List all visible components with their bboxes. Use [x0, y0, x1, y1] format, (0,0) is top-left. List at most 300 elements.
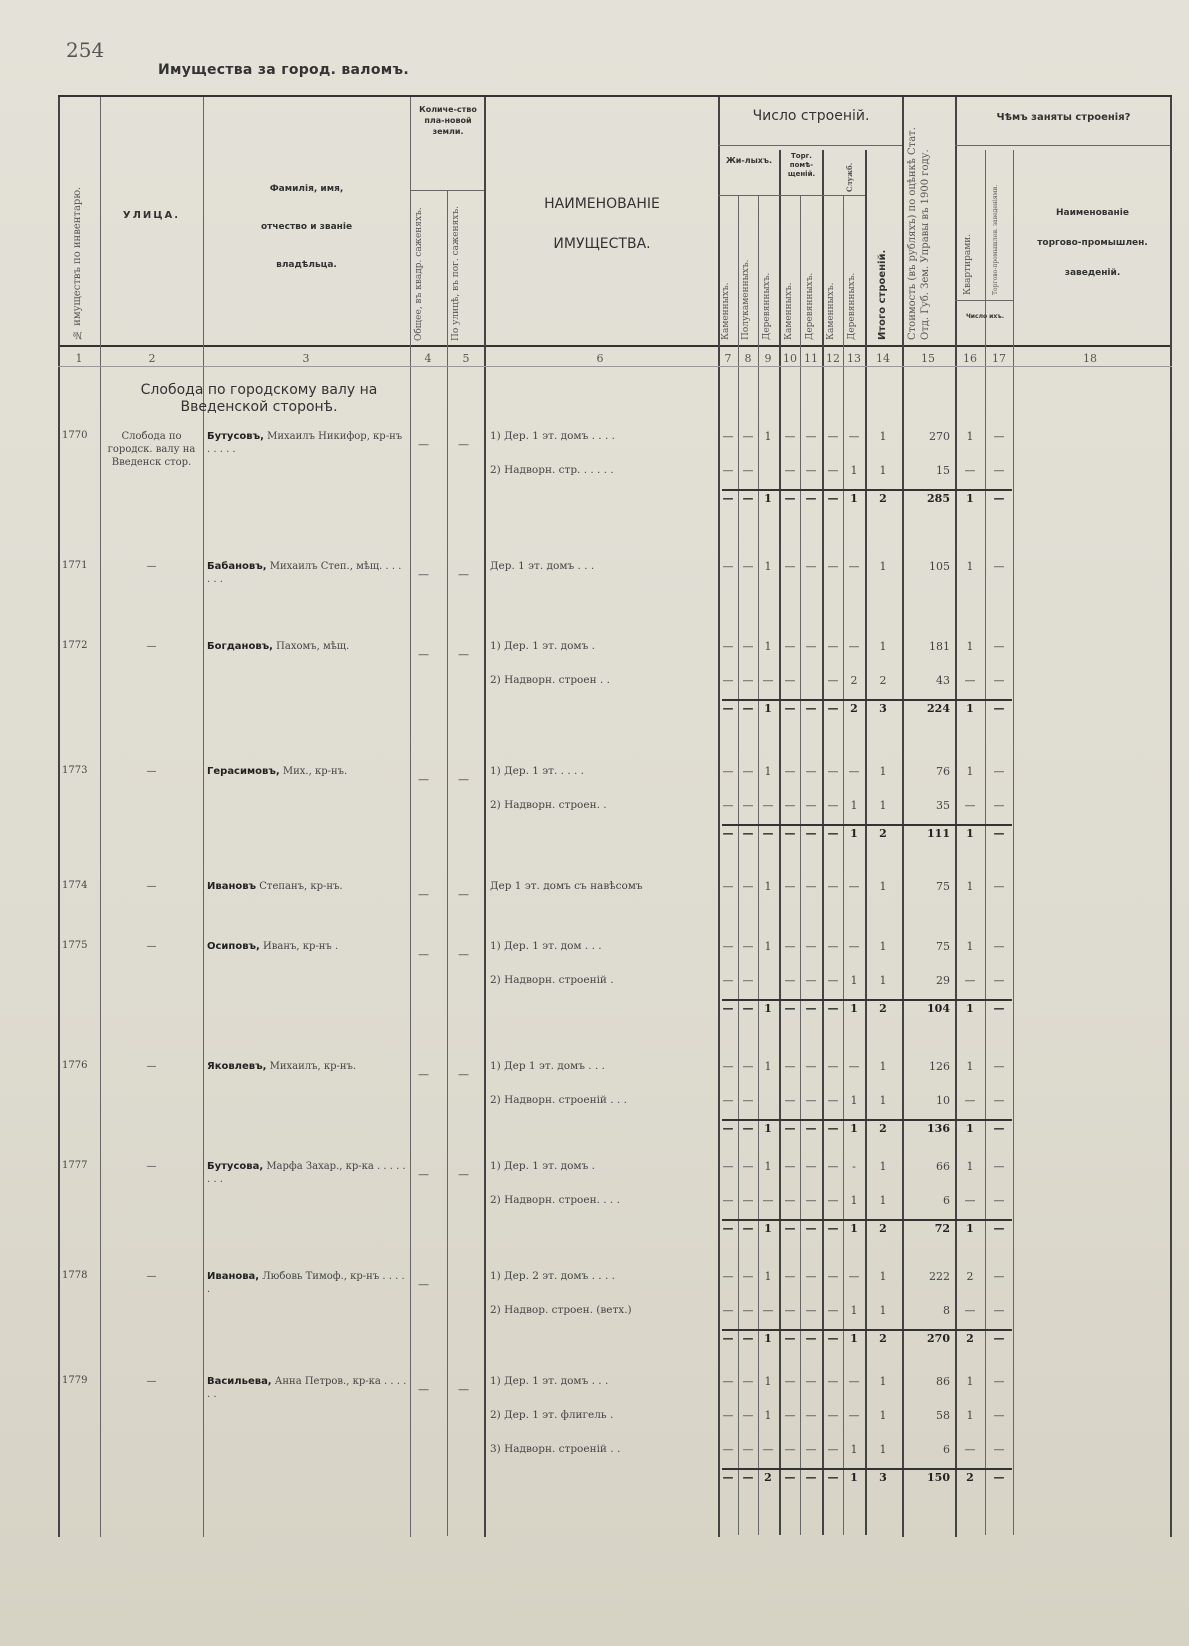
- land-street: —: [458, 1168, 469, 1181]
- subtotal-count: —: [827, 827, 839, 840]
- street-cell: —: [146, 941, 157, 952]
- subtotal-apartments: 1: [966, 1222, 974, 1235]
- subtotal-count: —: [805, 827, 817, 840]
- enterprises-count: —: [993, 1270, 1005, 1283]
- subtotal-count: —: [805, 492, 817, 505]
- owner-surname: Яковлевъ,: [207, 1061, 267, 1072]
- land-total: —: [418, 648, 429, 661]
- building-count: —: [784, 464, 796, 477]
- land-total: —: [418, 1068, 429, 1081]
- header-rule: [410, 190, 484, 191]
- owner-cell: [207, 765, 407, 778]
- enterprises-count: —: [993, 1094, 1005, 1107]
- subtotal-count: 2: [850, 702, 858, 715]
- apartments-count: —: [964, 1194, 976, 1207]
- apartments-count: —: [964, 674, 976, 687]
- apartments-count: 1: [966, 880, 974, 893]
- header-col1: № имуществъ по инвентарю.: [72, 186, 83, 340]
- subtotal-count: 1: [850, 1332, 858, 1345]
- enterprises-count: —: [993, 1194, 1005, 1207]
- building-count: —: [805, 940, 817, 953]
- building-count: 1: [764, 430, 772, 443]
- building-count: —: [805, 464, 817, 477]
- building-count: 1: [764, 640, 772, 653]
- valuation: 58: [936, 1409, 950, 1422]
- building-count: —: [805, 1160, 817, 1173]
- owner-cell: [207, 1375, 407, 1401]
- building-count: —: [722, 1060, 734, 1073]
- valuation: 8: [943, 1304, 950, 1317]
- subtotal-count: —: [722, 1122, 734, 1135]
- subtotal-count: —: [784, 1122, 796, 1135]
- building-count: —: [784, 974, 796, 987]
- total-buildings: 1: [879, 1443, 887, 1456]
- header-property-line: ИМУЩЕСТВА.: [553, 236, 651, 252]
- valuation: 43: [936, 674, 950, 687]
- owner-details: Любовь Тимоф., кр-нъ . . . . .: [207, 1271, 405, 1295]
- subtotal-buildings: 3: [879, 702, 887, 715]
- subtotal-count: 1: [764, 1222, 772, 1235]
- building-count: —: [805, 1194, 817, 1207]
- subtotal-apartments: 2: [966, 1332, 974, 1345]
- building-count: 1: [764, 1409, 772, 1422]
- column-number: 2: [148, 352, 156, 365]
- apartments-count: 1: [966, 940, 974, 953]
- total-buildings: 1: [879, 1304, 887, 1317]
- column-number: 3: [302, 352, 310, 365]
- building-count: —: [827, 1160, 839, 1173]
- building-count: —: [848, 1375, 860, 1388]
- building-count: —: [827, 1094, 839, 1107]
- header-street: УЛИЦА.: [122, 210, 181, 221]
- apartments-count: —: [964, 799, 976, 812]
- header-trade: Торг. помѣ-щеній.: [787, 152, 816, 178]
- property-name: 2) Надворн. стр. . . . . .: [490, 464, 614, 476]
- subtotal-count: —: [827, 1332, 839, 1345]
- header-count: Число ихъ.: [965, 313, 1005, 320]
- building-count: —: [784, 940, 796, 953]
- enterprises-count: —: [993, 1304, 1005, 1317]
- header-rule: [718, 195, 865, 196]
- subtotal-enterprises: —: [993, 1122, 1005, 1135]
- subtotal-rule: [722, 699, 1012, 701]
- subtotal-buildings: 2: [879, 492, 887, 505]
- valuation: 86: [936, 1375, 950, 1388]
- subtotal-apartments: 1: [966, 1002, 974, 1015]
- page-title: Имущества за город. валомъ.: [158, 62, 409, 78]
- valuation: 181: [929, 640, 950, 653]
- building-count: —: [722, 1304, 734, 1317]
- enterprises-count: —: [993, 940, 1005, 953]
- header-owner-line: отчество и званіе: [260, 222, 353, 232]
- building-count: 1: [764, 940, 772, 953]
- building-count: —: [827, 799, 839, 812]
- building-count: 2: [850, 674, 858, 687]
- subtotal-rule: [722, 824, 1012, 826]
- total-buildings: 1: [879, 1194, 887, 1207]
- building-count: —: [805, 640, 817, 653]
- header-owner-line: владѣльца.: [276, 260, 337, 270]
- subtotal-count: 1: [850, 1002, 858, 1015]
- subtotal-valuation: 150: [927, 1471, 950, 1484]
- subtotal-count: 1: [764, 1332, 772, 1345]
- subtotal-count: —: [742, 702, 754, 715]
- total-buildings: 1: [879, 974, 887, 987]
- land-street: —: [458, 1068, 469, 1081]
- table-left-border: [58, 97, 60, 1537]
- subtotal-count: 1: [764, 1002, 772, 1015]
- building-count: —: [742, 1094, 754, 1107]
- subtotal-count: —: [742, 1332, 754, 1345]
- owner-details: Иванъ, кр-нъ .: [259, 941, 339, 952]
- enterprises-count: —: [993, 640, 1005, 653]
- building-count: —: [805, 1409, 817, 1422]
- apartments-count: —: [964, 1094, 976, 1107]
- building-count: —: [827, 1194, 839, 1207]
- building-count: —: [827, 674, 839, 687]
- valuation: 35: [936, 799, 950, 812]
- subtotal-count: —: [827, 1122, 839, 1135]
- building-count: —: [805, 560, 817, 573]
- land-street: —: [458, 648, 469, 661]
- subtotal-count: —: [742, 1471, 754, 1484]
- apartments-count: 1: [966, 560, 974, 573]
- subtotal-count: —: [784, 1222, 796, 1235]
- valuation: 270: [929, 430, 950, 443]
- land-total: —: [418, 888, 429, 901]
- subtotal-rule: [722, 999, 1012, 1001]
- building-count: 1: [850, 464, 858, 477]
- inventory-number: 1774: [62, 880, 88, 891]
- building-count: —: [805, 1094, 817, 1107]
- col-divider: [843, 195, 844, 1535]
- street-cell: —: [146, 766, 157, 777]
- building-count: —: [784, 765, 796, 778]
- valuation: 76: [936, 765, 950, 778]
- subtotal-count: —: [784, 1471, 796, 1484]
- subtotal-count: —: [722, 1471, 734, 1484]
- subtotal-valuation: 285: [927, 492, 950, 505]
- owner-details: Марфа Захар., кр-ка . . . . . . . .: [207, 1161, 406, 1185]
- building-count: —: [742, 1409, 754, 1422]
- street-cell: —: [146, 1271, 157, 1282]
- land-total: —: [418, 438, 429, 451]
- header-buildings-group: Число строеній.: [752, 108, 870, 124]
- property-name: 1) Дер. 1 эт. домъ . . .: [490, 1375, 609, 1387]
- enterprises-count: —: [993, 1375, 1005, 1388]
- land-total: —: [418, 1383, 429, 1396]
- col-divider: [100, 97, 101, 1537]
- col-divider: [985, 150, 986, 1535]
- subtotal-count: —: [805, 1002, 817, 1015]
- owner-surname: Осиповъ,: [207, 941, 260, 952]
- building-count: —: [722, 1194, 734, 1207]
- subtotal-count: —: [784, 827, 796, 840]
- header-col8: Полукаменныхъ.: [741, 259, 751, 340]
- building-count: —: [827, 560, 839, 573]
- valuation: 10: [936, 1094, 950, 1107]
- valuation: 105: [929, 560, 950, 573]
- header-col13: Деревянныхъ.: [847, 272, 857, 340]
- col-divider: [758, 195, 759, 1535]
- subtotal-count: 1: [850, 827, 858, 840]
- building-count: —: [827, 1060, 839, 1073]
- subtotal-count: —: [742, 1002, 754, 1015]
- building-count: —: [742, 1375, 754, 1388]
- header-property: [486, 184, 718, 264]
- building-count: —: [742, 1270, 754, 1283]
- building-count: —: [722, 674, 734, 687]
- building-count: —: [827, 1443, 839, 1456]
- building-count: —: [827, 464, 839, 477]
- column-number: 8: [744, 352, 752, 365]
- building-count: —: [784, 1160, 796, 1173]
- subtotal-count: 1: [764, 492, 772, 505]
- street-cell: —: [146, 641, 157, 652]
- owner-cell: [207, 560, 407, 586]
- subtotal-count: —: [722, 1222, 734, 1235]
- building-count: —: [848, 765, 860, 778]
- subtotal-count: 1: [850, 492, 858, 505]
- subtotal-valuation: 136: [927, 1122, 950, 1135]
- building-count: —: [742, 880, 754, 893]
- subtotal-count: 1: [850, 1471, 858, 1484]
- subtotal-count: —: [722, 1002, 734, 1015]
- total-buildings: 1: [879, 880, 887, 893]
- owner-details: Михаилъ Степ., мѣщ. . . . . . .: [207, 561, 402, 585]
- property-name: 1) Дер. 1 эт. . . . .: [490, 765, 585, 777]
- land-total: —: [418, 568, 429, 581]
- building-count: —: [722, 1443, 734, 1456]
- apartments-count: —: [964, 1443, 976, 1456]
- col-divider: [410, 97, 411, 1537]
- building-count: —: [762, 799, 774, 812]
- apartments-count: 1: [966, 1409, 974, 1422]
- valuation: 29: [936, 974, 950, 987]
- land-total: —: [418, 773, 429, 786]
- subtotal-buildings: 2: [879, 827, 887, 840]
- header-residential: Жи-лыхъ.: [725, 156, 773, 165]
- section-title: Слобода по городскому валу на Введенской сторонѣ.: [140, 382, 378, 415]
- building-count: —: [722, 799, 734, 812]
- land-total: —: [418, 1278, 429, 1291]
- owner-surname: Ивановъ: [207, 881, 257, 892]
- land-street: —: [458, 438, 469, 451]
- col-divider: [718, 97, 720, 1537]
- subtotal-count: —: [827, 1222, 839, 1235]
- building-count: 1: [850, 974, 858, 987]
- building-count: —: [805, 1443, 817, 1456]
- subtotal-count: —: [742, 827, 754, 840]
- building-count: —: [742, 1194, 754, 1207]
- building-count: —: [848, 430, 860, 443]
- enterprises-count: —: [993, 464, 1005, 477]
- building-count: —: [827, 640, 839, 653]
- subtotal-count: —: [722, 1332, 734, 1345]
- column-number: 7: [724, 352, 732, 365]
- subtotal-count: —: [827, 1471, 839, 1484]
- total-buildings: 2: [879, 674, 887, 687]
- building-count: —: [827, 1270, 839, 1283]
- owner-cell: [207, 640, 407, 653]
- subtotal-count: 1: [764, 702, 772, 715]
- building-count: —: [742, 430, 754, 443]
- building-count: —: [762, 1304, 774, 1317]
- subtotal-apartments: 1: [966, 492, 974, 505]
- apartments-count: 1: [966, 1060, 974, 1073]
- owner-surname: Богдановъ,: [207, 641, 273, 652]
- building-count: 1: [764, 560, 772, 573]
- subtotal-buildings: 2: [879, 1122, 887, 1135]
- subtotal-count: —: [742, 492, 754, 505]
- header-col9: Деревянныхъ.: [762, 272, 772, 340]
- column-number: 14: [876, 352, 890, 365]
- header-col11: Деревянныхъ.: [805, 272, 815, 340]
- street-cell: —: [146, 561, 157, 572]
- apartments-count: 2: [966, 1270, 974, 1283]
- owner-details: Мих., кр-нъ.: [279, 766, 348, 777]
- subtotal-buildings: 2: [879, 1332, 887, 1345]
- inventory-number: 1776: [62, 1060, 88, 1071]
- header-col16: Квартирами.: [963, 233, 973, 295]
- owner-surname: Бутусова,: [207, 1161, 264, 1172]
- subtotal-apartments: 1: [966, 827, 974, 840]
- building-count: —: [722, 940, 734, 953]
- enterprises-count: —: [993, 974, 1005, 987]
- building-count: —: [722, 765, 734, 778]
- building-count: —: [827, 1409, 839, 1422]
- subtotal-buildings: 2: [879, 1222, 887, 1235]
- subtotal-valuation: 111: [927, 827, 950, 840]
- subtotal-count: —: [827, 702, 839, 715]
- valuation: 126: [929, 1060, 950, 1073]
- subtotal-apartments: 1: [966, 1122, 974, 1135]
- building-count: —: [762, 674, 774, 687]
- building-count: —: [805, 765, 817, 778]
- valuation: 15: [936, 464, 950, 477]
- subtotal-apartments: 2: [966, 1471, 974, 1484]
- property-name: 1) Дер. 1 эт. дом . . .: [490, 940, 602, 952]
- building-count: —: [784, 1194, 796, 1207]
- owner-cell: [207, 880, 407, 893]
- subtotal-count: —: [805, 1122, 817, 1135]
- header-land-group: Количе-ство пла-новой земли.: [419, 105, 477, 136]
- property-name: 1) Дер. 2 эт. домъ . . . .: [490, 1270, 615, 1282]
- subtotal-count: —: [722, 827, 734, 840]
- subtotal-count: —: [827, 492, 839, 505]
- column-number: 12: [826, 352, 840, 365]
- col-divider: [203, 97, 204, 1537]
- building-count: —: [784, 799, 796, 812]
- subtotal-count: 1: [764, 1122, 772, 1135]
- column-number: 1: [75, 352, 83, 365]
- column-number: 11: [804, 352, 818, 365]
- building-count: —: [722, 1094, 734, 1107]
- owner-details: Анна Петров., кр-ка . . . . . .: [207, 1376, 407, 1400]
- subtotal-rule: [722, 1468, 1012, 1470]
- enterprises-count: —: [993, 1160, 1005, 1173]
- total-buildings: 1: [879, 640, 887, 653]
- owner-details: Пахомъ, мѣщ.: [272, 641, 350, 652]
- owner-surname: Васильева,: [207, 1376, 272, 1387]
- enterprises-count: —: [993, 1060, 1005, 1073]
- property-name: 2) Дер. 1 эт. флигель .: [490, 1409, 614, 1421]
- building-count: —: [827, 1375, 839, 1388]
- owner-cell: [207, 940, 407, 953]
- building-count: —: [762, 1194, 774, 1207]
- header-col5: По улицѣ, въ пог. саженяхъ.: [451, 206, 461, 341]
- property-name: 2) Надворн. строеній .: [490, 974, 614, 986]
- property-name: 1) Дер. 1 эт. домъ .: [490, 1160, 595, 1172]
- col-divider: [447, 190, 448, 1536]
- building-count: —: [722, 1270, 734, 1283]
- property-name: 2) Надвор. строен. (ветх.): [490, 1304, 632, 1316]
- subtotal-valuation: 72: [934, 1222, 950, 1235]
- property-name: Дер 1 эт. домъ съ навѣсомъ: [490, 880, 643, 892]
- total-buildings: 1: [879, 1409, 887, 1422]
- header-col4: Общее, въ квадр. саженяхъ.: [414, 207, 424, 341]
- owner-surname: Бутусовъ,: [207, 431, 264, 442]
- land-street: —: [458, 773, 469, 786]
- property-name: 3) Надворн. строеній . .: [490, 1443, 621, 1455]
- building-count: —: [722, 974, 734, 987]
- building-count: 1: [764, 1375, 772, 1388]
- building-count: 1: [764, 1160, 772, 1173]
- header-service: Служб.: [845, 162, 854, 192]
- column-number: 9: [764, 352, 772, 365]
- enterprises-count: —: [993, 1409, 1005, 1422]
- property-name: 2) Надворн. строен. .: [490, 799, 607, 811]
- building-count: —: [848, 880, 860, 893]
- subtotal-count: —: [742, 1122, 754, 1135]
- colnum-rule: [58, 366, 1172, 367]
- building-count: —: [742, 560, 754, 573]
- enterprises-count: —: [993, 765, 1005, 778]
- subtotal-enterprises: —: [993, 702, 1005, 715]
- column-number: 16: [963, 352, 977, 365]
- building-count: -: [852, 1160, 856, 1173]
- building-count: —: [722, 464, 734, 477]
- building-count: 1: [850, 1094, 858, 1107]
- subtotal-rule: [722, 489, 1012, 491]
- owner-surname: Бабановъ,: [207, 561, 267, 572]
- owner-cell: [207, 1160, 407, 1186]
- inventory-number: 1772: [62, 640, 88, 651]
- building-count: —: [784, 1409, 796, 1422]
- inventory-number: 1773: [62, 765, 88, 776]
- building-count: —: [742, 799, 754, 812]
- header-owner: [203, 170, 410, 284]
- property-name: 1) Дер 1 эт. домъ . . .: [490, 1060, 605, 1072]
- subtotal-count: —: [722, 492, 734, 505]
- property-name: Дер. 1 эт. домъ . . .: [490, 560, 595, 572]
- building-count: —: [848, 1270, 860, 1283]
- subtotal-rule: [722, 1329, 1012, 1331]
- building-count: —: [784, 640, 796, 653]
- col-divider: [1013, 150, 1014, 1535]
- total-buildings: 1: [879, 1375, 887, 1388]
- column-number: 13: [847, 352, 861, 365]
- table-top-rule: [58, 95, 1172, 97]
- owner-surname: Герасимовъ,: [207, 766, 280, 777]
- subtotal-count: —: [762, 827, 774, 840]
- building-count: —: [742, 464, 754, 477]
- apartments-count: —: [964, 464, 976, 477]
- property-name: 1) Дер. 1 эт. домъ .: [490, 640, 595, 652]
- owner-cell: [207, 1060, 407, 1073]
- building-count: —: [722, 880, 734, 893]
- building-count: —: [827, 974, 839, 987]
